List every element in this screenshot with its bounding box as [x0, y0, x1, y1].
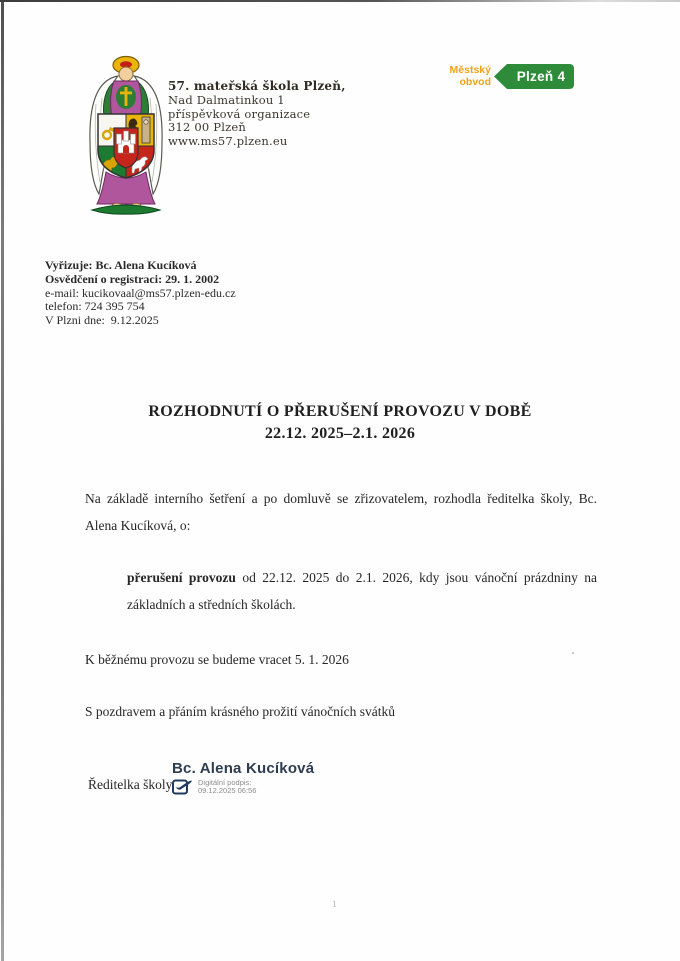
- contact-phone: telefon: 724 395 754: [45, 299, 145, 314]
- document-title-line1: ROZHODNUTÍ O PŘERUŠENÍ PROVOZU V DOBĚ: [148, 403, 532, 420]
- digital-signature-label: Digitální podpis:: [198, 778, 252, 787]
- school-postal-city: 312 00 Plzeň: [168, 120, 246, 135]
- school-website: www.ms57.plzen.eu: [168, 134, 288, 149]
- paragraph-intro: Na základě interního šetření a po domluvě se zřizovatelem, rozhodla ředitelka školy, Bc. Alena Kucíková, o:: [85, 491, 597, 533]
- contact-email: e-mail: kucikovaal@ms57.plzen-edu.cz: [45, 285, 236, 300]
- paragraph-decision: [85, 564, 597, 618]
- school-name: 57. mateřská škola Plzeň,: [168, 79, 346, 93]
- contact-handled-by: Vyřizuje: Bc. Alena Kucíková: [45, 258, 197, 272]
- school-letterhead-text: [168, 80, 346, 149]
- district-label: [441, 65, 491, 88]
- contact-date: V Plzni dne: 9.12.2025: [45, 313, 159, 328]
- digital-signature-caption: [198, 779, 256, 796]
- document-title-line2: 22.12. 2025–2.1. 2026: [264, 425, 416, 442]
- paragraph-return-date: K běžnému provozu se budeme vracet 5. 1. 2026: [85, 652, 349, 667]
- document-title: [0, 401, 680, 445]
- decision-rest-text: od 22.12. 2025 do 2.1. 2026, kdy jsou vánoční prázdniny na základních a středních školách.: [127, 570, 597, 612]
- signature-role: Ředitelka školy: [88, 777, 173, 792]
- school-street: Nad Dalmatinkou 1: [168, 92, 285, 107]
- decision-bold-text: přerušení provozu: [127, 570, 236, 585]
- district-label-line1: Městský: [449, 64, 491, 76]
- paragraph-greeting: S pozdravem a přáním krásného prožití vánočních svátků: [85, 704, 396, 719]
- digital-signature-datetime: 09.12.2025 06:56: [198, 786, 257, 796]
- plzen4-badge-text: Plzeň 4: [516, 69, 566, 84]
- plzen4-badge: [493, 63, 575, 90]
- signature-name: Bc. Alena Kucíková: [172, 760, 315, 777]
- school-org-type: příspěvková organizace: [168, 106, 311, 121]
- contact-block: [45, 259, 236, 328]
- district-logo: [441, 62, 581, 90]
- digital-signature-pen-icon: [172, 778, 193, 795]
- scan-artifact-left-edge: [1, 0, 4, 961]
- school-crest-angel-icon: [84, 54, 168, 216]
- page-number: 1: [332, 899, 337, 909]
- district-label-line2: obvod: [459, 75, 491, 88]
- contact-registration: Osvědčení o registraci: 29. 1. 2002: [45, 271, 220, 286]
- scan-artifact-top-edge: [0, 0, 680, 2]
